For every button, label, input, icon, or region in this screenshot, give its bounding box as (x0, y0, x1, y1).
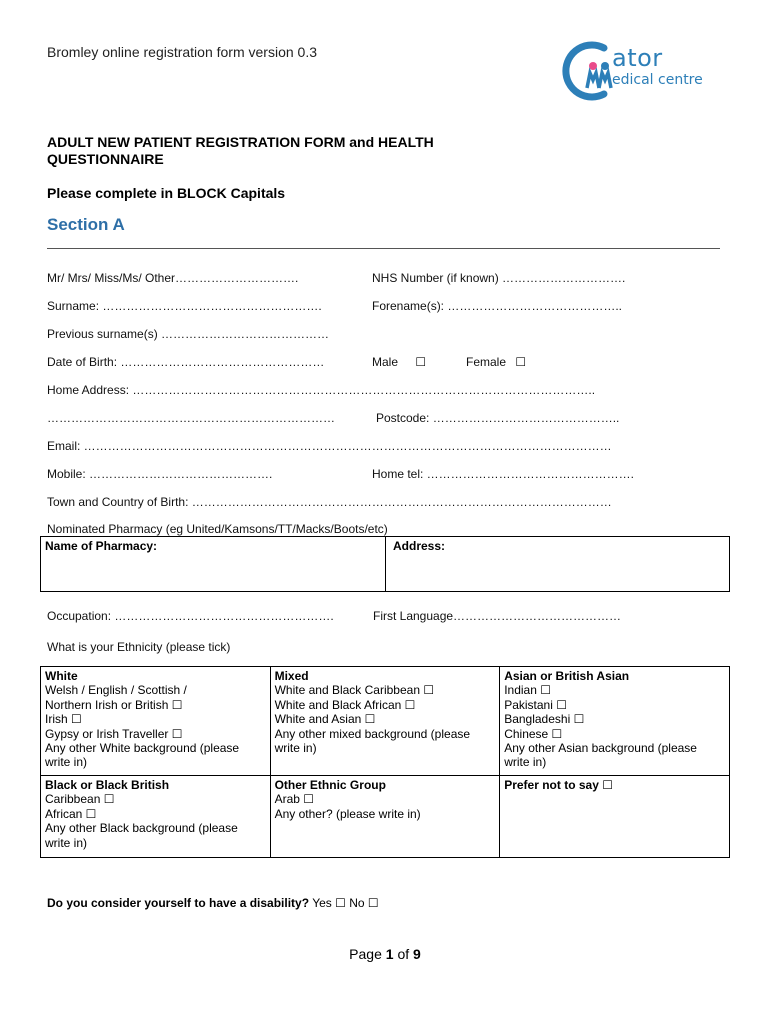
ethnicity-heading: Other Ethnic Group (274, 778, 386, 792)
nominated-pharmacy-label: Nominated Pharmacy (eg United/Kamsons/TT/Macks/Boots/etc) (47, 522, 388, 536)
pharmacy-name-cell[interactable] (41, 537, 386, 592)
female-option[interactable] (466, 355, 526, 369)
ethnicity-option[interactable]: Any other Asian background (please (504, 741, 697, 756)
ethnicity-option[interactable]: African ☐ (45, 806, 97, 821)
pharmacy-address-cell[interactable] (386, 537, 730, 592)
ethnicity-option[interactable]: Any other Black background (please (45, 821, 238, 836)
ethnicity-option[interactable]: Bangladeshi ☐ (504, 712, 585, 727)
ethnicity-heading: Asian or British Asian (504, 669, 630, 683)
form-title: ADULT NEW PATIENT REGISTRATION FORM and HEALTH QUESTIONNAIRE (47, 134, 434, 167)
home-address-line2-field[interactable]: ……………………………………………………………… (47, 411, 335, 425)
ethnicity-asian-cell[interactable] (500, 667, 730, 776)
ethnicity-option[interactable]: Any other? (please write in) (274, 806, 421, 821)
first-language-field[interactable]: First Language…………………………………… (373, 609, 622, 623)
mobile-field[interactable]: Mobile: ………………………………………. (47, 467, 273, 481)
occupation-field[interactable]: Occupation: ………………………………………………. (47, 609, 334, 623)
ethnicity-heading: Mixed (274, 669, 309, 683)
ethnicity-option[interactable]: write in) (504, 755, 547, 770)
ethnicity-question: What is your Ethnicity (please tick) (47, 640, 231, 654)
ethnicity-heading: Black or Black British (45, 778, 170, 792)
page-number (0, 946, 770, 962)
date-of-birth-field[interactable]: Date of Birth: …………………………………………… (47, 355, 325, 369)
surname-field[interactable]: Surname: ………………………………………………. (47, 299, 322, 313)
ethnicity-prefer-cell[interactable] (500, 776, 730, 858)
ethnicity-table (40, 666, 730, 858)
form-subtitle: Please complete in BLOCK Capitals (47, 185, 286, 201)
male-label: Male (372, 355, 399, 369)
ethnicity-option[interactable]: write in) (45, 755, 88, 770)
ethnicity-option[interactable]: Irish ☐ (45, 712, 82, 727)
ethnicity-option[interactable]: Gypsy or Irish Traveller ☐ (45, 726, 183, 741)
ethnicity-black-cell[interactable] (41, 776, 271, 858)
previous-surname-field[interactable]: Previous surname(s) …………………………………… (47, 327, 330, 341)
pharmacy-address-label: Address: (393, 539, 446, 553)
ethnicity-option[interactable]: White and Asian ☐ (274, 712, 376, 727)
ethnicity-option[interactable]: Any other mixed background (please (274, 726, 471, 741)
disability-question-row (47, 896, 379, 910)
home-address-field[interactable]: Home Address: …………………………………………………………………………………………………….. (47, 383, 596, 397)
town-country-birth-field[interactable]: Town and Country of Birth: …………………………………………………………………………………………… (47, 495, 612, 509)
logo-text-ator: ator (612, 44, 663, 72)
disability-question: Do you consider yourself to have a disability? (47, 896, 310, 910)
form-version-header: Bromley online registration form version 0.3 (47, 44, 318, 60)
ethnicity-option[interactable]: Any other White background (please (45, 741, 240, 756)
ethnicity-option[interactable]: White and Black Caribbean ☐ (274, 683, 435, 698)
page-total: 9 (413, 946, 421, 962)
female-label: Female (466, 355, 507, 369)
ethnicity-prefer-option[interactable]: Prefer not to say ☐ (504, 778, 613, 792)
ethnicity-option[interactable]: Arab ☐ (274, 792, 315, 807)
male-option[interactable] (372, 355, 426, 369)
ethnicity-other-cell[interactable] (270, 776, 500, 858)
ethnicity-option[interactable]: Welsh / English / Scottish / (45, 683, 187, 698)
title-field[interactable]: Mr/ Mrs/ Miss/Ms/ Other…………………………. (47, 271, 299, 285)
ethnicity-heading: White (45, 669, 78, 683)
ethnicity-option[interactable]: Northern Irish or British ☐ (45, 697, 183, 712)
ethnicity-option[interactable]: White and Black African ☐ (274, 697, 416, 712)
ethnicity-white-cell[interactable] (41, 667, 271, 776)
male-checkbox[interactable]: ☐ (415, 355, 427, 369)
logo-text-medical-centre: edical centre (612, 72, 703, 88)
ethnicity-option[interactable]: write in) (45, 835, 88, 850)
postcode-field[interactable]: Postcode: ……………………………………….. (376, 411, 620, 425)
section-divider (47, 248, 720, 249)
forenames-field[interactable]: Forename(s): …………………………………….. (372, 299, 623, 313)
cator-medical-centre-logo (560, 40, 730, 102)
logo-c-icon (560, 40, 620, 102)
ethnicity-option[interactable]: Indian ☐ (504, 683, 551, 698)
home-tel-field[interactable]: Home tel: ……………………………………………. (372, 467, 635, 481)
ethnicity-mixed-cell[interactable] (270, 667, 500, 776)
page-prefix: Page (349, 946, 386, 962)
pharmacy-table (40, 536, 730, 592)
nhs-number-field[interactable]: NHS Number (if known) …………………………. (372, 271, 626, 285)
disability-answers[interactable]: Yes ☐ No ☐ (312, 896, 379, 910)
ethnicity-option[interactable]: write in) (274, 741, 317, 756)
section-heading: Section A (47, 215, 125, 234)
female-checkbox[interactable]: ☐ (515, 355, 527, 369)
page-of: of (393, 946, 414, 962)
page-current: 1 (385, 946, 394, 962)
ethnicity-option[interactable]: Caribbean ☐ (45, 792, 115, 807)
ethnicity-option[interactable]: Pakistani ☐ (504, 697, 567, 712)
ethnicity-option[interactable]: Chinese ☐ (504, 726, 563, 741)
email-field[interactable]: Email: …………………………………………………………………………………………………………………… (47, 439, 612, 453)
pharmacy-name-label: Name of Pharmacy: (45, 539, 158, 553)
